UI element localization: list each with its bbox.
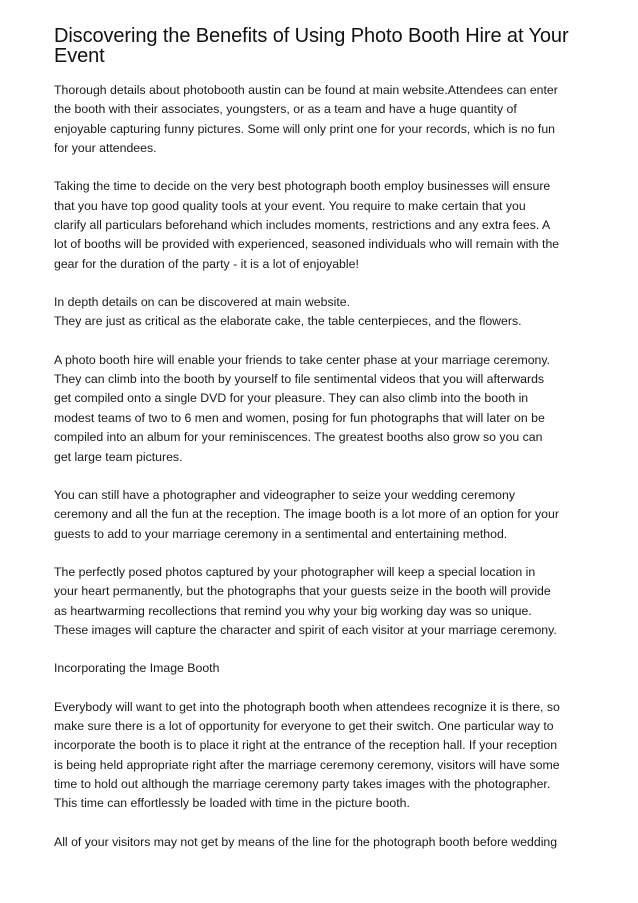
paragraph-posed-photos: The perfectly posed photos captured by your photographer will keep a special location in your heart permanently, but the photographs that your guests seize in the booth will provide as heartwarming recollections that remind you why your big working day was so unique. These images will capture the character and spirit of each visitor at your marriage ceremony. (54, 564, 557, 637)
paragraph-choosing-booth: Taking the time to decide on the very best photograph booth employ businesses will ensure that you have top good quality tools at your event. You require to make certain that you clarify all particulars beforehand which includes moments, restrictions and any extra fees. A lot of booths will be provided with experienced, seasoned individuals who will remain with the gear for the duration of the party - it is a lot of enjoyable! (54, 179, 560, 271)
paragraph-intro: Thorough details about photobooth austin can be found at main website.Attendees can enter the booth with their associates, youngsters, or as a team and have a huge quantity of enjoyable capturing funny pictures. Some will only print one for your records, which is no fun for your attendees. (54, 83, 558, 156)
paragraph-center-stage: A photo booth hire will enable your friends to take center phase at your marriage ceremony. They can climb into the booth by yourself to file sentimental videos that you will afterwards get compiled onto a single DVD for your pleasure. They can also climb into the booth in modest teams of two to 6 men and women, posing for fun photographs that will later on be compiled into an album for your reminiscences. The greatest booths also grow so you can get large team pictures. (54, 352, 551, 464)
paragraph-visitors-line: All of your visitors may not get by means of the line for the photograph booth before wedding (54, 834, 558, 849)
paragraph-photographer: You can still have a photographer and videographer to seize your wedding ceremony ceremony and all the fun at the reception. The image booth is a lot more of an option for your guests to add to your marriage ceremony in a sentimental and entertaining method. (54, 487, 559, 541)
paragraph-details: In depth details on can be discovered at main website. They are just as critical as the elaborate cake, the table centerpieces, and the flowers. (54, 295, 522, 329)
document-page (54, 26, 594, 871)
document-title: Discovering the Benefits of Using Photo Booth Hire at Your Event (54, 25, 569, 67)
section-heading-incorporating: Incorporating the Image Booth (54, 661, 220, 676)
paragraph-incorporating: Everybody will want to get into the photograph booth when attendees recognize it is there, so make sure there is a lot of opportunity for everyone to get their switch. One particular way to incorporate the booth is to place it right at the entrance of the reception hall. If your reception is being held appropriate right after the marriage ceremony ceremony, visitors will have some time to hold out although the marriage ceremony party takes images with the photographer. This time can effortlessly be loaded with time in the picture booth. (54, 699, 560, 811)
